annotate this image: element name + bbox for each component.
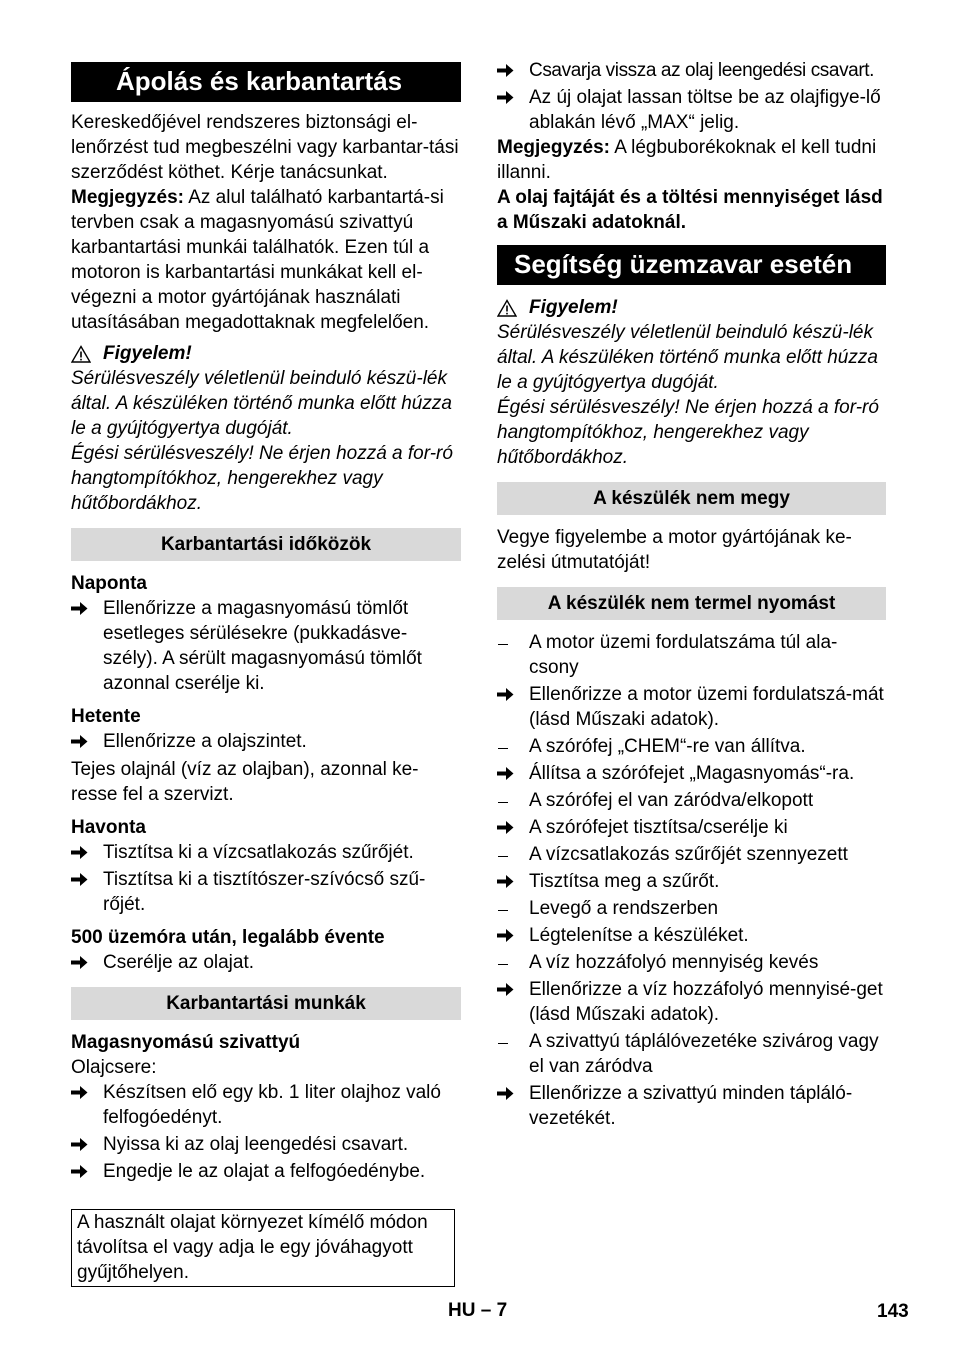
heading-monthly: Havonta xyxy=(71,817,146,838)
list-item: Ellenőrizze a olajszintet. xyxy=(71,729,461,754)
dash-bullet-icon xyxy=(498,644,508,645)
list-item: Tisztítsa ki a tisztítószer-szívócső szű-rőjét. xyxy=(71,867,461,917)
note-text: A légbuborékoknak el kell tudni illanni. xyxy=(497,137,877,183)
warning-text-1: Sérülésveszély véletlenül beinduló készü-lék által. A készüléken történő munka előtt húzza le a gyújtógyertya dugóját. xyxy=(497,322,878,393)
oil-type-note: A olaj fajtáját és a töltési mennyiséget lásd a Műszaki adatoknál. xyxy=(497,187,883,233)
arrow-right-icon xyxy=(71,1164,88,1179)
dash-bullet-icon xyxy=(498,856,508,857)
note-label: Megjegyzés: xyxy=(497,137,610,158)
arrow-right-icon xyxy=(497,766,514,781)
arrow-right-icon xyxy=(497,820,514,835)
troubleshooting-list xyxy=(497,630,886,1131)
remedy-item: Ellenőrizze a motor üzemi fordulatszá-mát (lásd Műszaki adatok). xyxy=(497,682,886,732)
list-item: Cserélje az olajat. xyxy=(71,950,461,975)
arrow-right-icon xyxy=(71,955,88,970)
list-item: Az új olajat lassan töltse be az olajfigye-lő ablakán lévő „MAX“ jelig. xyxy=(497,85,886,135)
page-number: 143 xyxy=(877,1301,909,1322)
arrow-right-icon xyxy=(497,1086,514,1101)
heading-maintenance-work: Karbantartási munkák xyxy=(71,987,461,1020)
arrow-right-icon xyxy=(71,1137,88,1152)
heading-500-hours: 500 üzemóra után, legalább évente xyxy=(71,927,385,948)
arrow-right-icon xyxy=(497,928,514,943)
dash-bullet-icon xyxy=(498,964,508,965)
dash-bullet-icon xyxy=(498,1043,508,1044)
heading-weekly: Hetente xyxy=(71,706,141,727)
warning-heading xyxy=(497,295,886,320)
oil-change-label: Olajcsere: xyxy=(71,1057,157,1078)
arrow-right-icon xyxy=(71,845,88,860)
footer-section-label: HU – 7 xyxy=(448,1300,508,1321)
dash-bullet-icon xyxy=(498,802,508,803)
arrow-right-icon xyxy=(497,90,514,105)
environment-note-box: A használt olajat környezet kímélő módon távolítsa el vagy adja le egy jóváhagyott gyűjtőhelyen. xyxy=(71,1209,455,1287)
note-text: Az alul található karbantartá-si tervben csak a magasnyomású szivattyú karbantartási munkái találhatók. Ezen túl a motoron is karbantartási munkákat kell el-végezni a motor gyártójának használati utasításában megadottaknak megfelelően. xyxy=(71,187,444,333)
arrow-right-icon xyxy=(497,687,514,702)
arrow-right-icon xyxy=(497,874,514,889)
remedy-item: Állítsa a szórófejet „Magasnyomás“-ra. xyxy=(497,761,886,786)
warning-label: Figyelem! xyxy=(529,297,618,318)
remedy-item: Ellenőrizze a szivattyú minden tápláló-vezetékét. xyxy=(497,1081,886,1131)
dash-bullet-icon xyxy=(498,748,508,749)
arrow-right-icon xyxy=(71,1085,88,1100)
arrow-right-icon xyxy=(497,63,514,78)
note-label: Megjegyzés: xyxy=(71,187,184,208)
remedy-item: A szórófejet tisztítsa/cserélje ki xyxy=(497,815,886,840)
warning-triangle-icon xyxy=(497,299,517,317)
cause-item: A szórófej „CHEM“-re van állítva. xyxy=(497,734,886,759)
cause-item: A vízcsatlakozás szűrőjét szennyezett xyxy=(497,842,886,867)
warning-triangle-icon xyxy=(71,345,91,363)
warning-text-1: Sérülésveszély véletlenül beinduló készü-lék által. A készüléken történő munka előtt húzza le a gyújtógyertya dugóját. xyxy=(71,368,452,439)
cause-item: A szórófej el van záródva/elkopott xyxy=(497,788,886,813)
device-not-running-text: Vegye figyelembe a motor gyártójának ke-zelési útmutatóját! xyxy=(497,527,852,573)
left-column xyxy=(71,62,461,1184)
remedy-item: Ellenőrizze a víz hozzáfolyó mennyisé-get (lásd Műszaki adatok). xyxy=(497,977,886,1027)
cause-item: A szivattyú táplálóvezetéke szivárog vagy el van záródva xyxy=(497,1029,886,1079)
dash-bullet-icon xyxy=(498,910,508,911)
list-item: Csavarja vissza az olaj leengedési csavart. xyxy=(497,58,886,83)
warning-text-2: Égési sérülésveszély! Ne érjen hozzá a for-ró hangtompítókhoz, hengerekhez vagy hűtőbordákhoz. xyxy=(497,397,879,468)
warning-text-2: Égési sérülésveszély! Ne érjen hozzá a for-ró hangtompítókhoz, hengerekhez vagy hűtőbordákhoz. xyxy=(71,443,453,514)
note-paragraph xyxy=(71,185,461,335)
intro-paragraph: Kereskedőjével rendszeres biztonsági el-lenőrzést tud megbeszélni vagy karbantar-tási szerződést köthet. Kérje tanácsunkat. xyxy=(71,112,459,183)
weekly-text: Tejes olajnál (víz az olajban), azonnal ke-resse fel a szervizt. xyxy=(71,759,419,805)
section-title-troubleshooting: Segítség üzemzavar esetén xyxy=(497,245,886,285)
note-paragraph xyxy=(497,135,886,185)
list-item: Nyissa ki az olaj leengedési csavart. xyxy=(71,1132,461,1157)
arrow-right-icon xyxy=(71,734,88,749)
list-item: Készítsen elő egy kb. 1 liter olajhoz való felfogóedényt. xyxy=(71,1080,461,1130)
heading-no-pressure: A készülék nem termel nyomást xyxy=(497,587,886,620)
remedy-item: Légtelenítse a készüléket. xyxy=(497,923,886,948)
heading-maintenance-intervals: Karbantartási időközök xyxy=(71,528,461,561)
section-title-maintenance: Ápolás és karbantartás xyxy=(71,62,461,102)
list-item: Tisztítsa ki a vízcsatlakozás szűrőjét. xyxy=(71,840,461,865)
cause-item: Levegő a rendszerben xyxy=(497,896,886,921)
list-item: Ellenőrizze a magasnyomású tömlőt esetleges sérülésekre (pukkadásve-szély). A sérült magasnyomású tömlőt azonnal cserélje ki. xyxy=(71,596,461,696)
remedy-item: Tisztítsa meg a szűrőt. xyxy=(497,869,886,894)
cause-item: A víz hozzáfolyó mennyiség kevés xyxy=(497,950,886,975)
right-column xyxy=(497,58,886,1131)
warning-heading xyxy=(71,341,461,366)
heading-high-pressure-pump: Magasnyomású szivattyú xyxy=(71,1032,301,1053)
arrow-right-icon xyxy=(497,982,514,997)
arrow-right-icon xyxy=(71,872,88,887)
warning-label: Figyelem! xyxy=(103,343,192,364)
arrow-right-icon xyxy=(71,601,88,616)
list-item: Engedje le az olajat a felfogóedénybe. xyxy=(71,1159,461,1184)
heading-daily: Naponta xyxy=(71,573,147,594)
cause-item: A motor üzemi fordulatszáma túl ala-csony xyxy=(497,630,886,680)
heading-device-not-running: A készülék nem megy xyxy=(497,482,886,515)
